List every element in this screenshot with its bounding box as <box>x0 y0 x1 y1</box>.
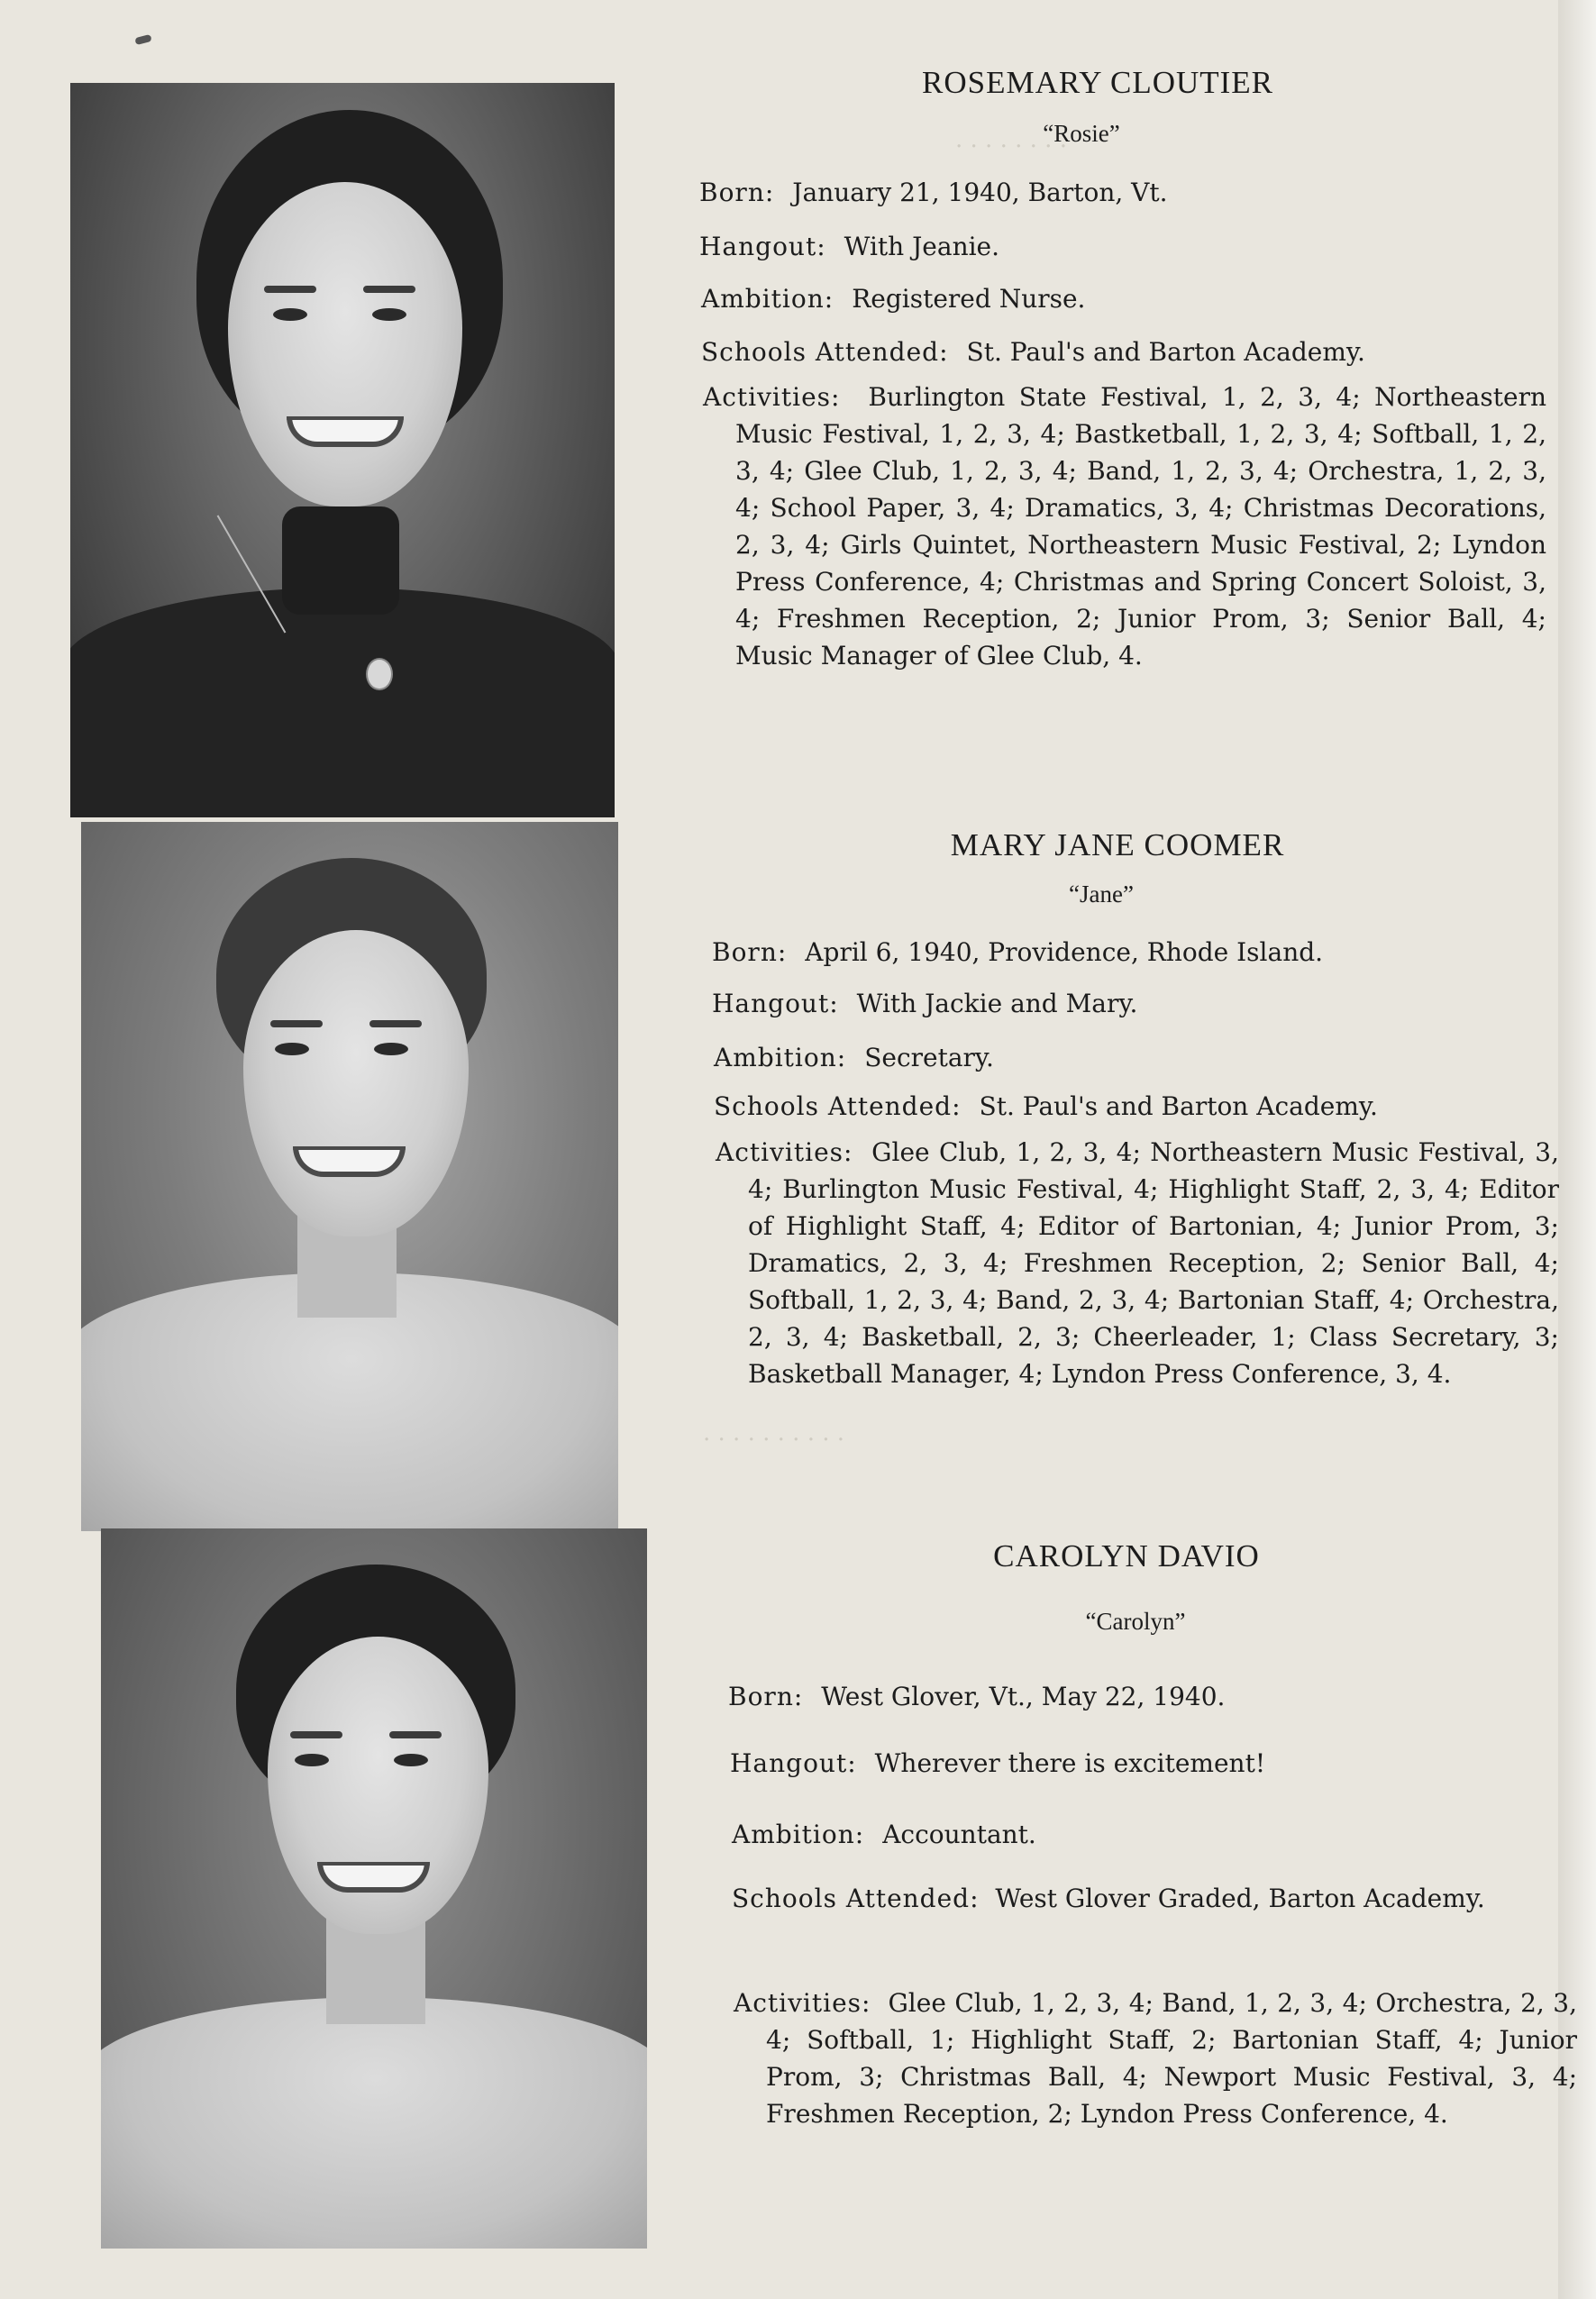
hangout-label: Hangout: <box>730 1748 857 1778</box>
activities-label: Activities: <box>734 1988 871 2018</box>
born-label: Born: <box>712 937 788 967</box>
schools-label: Schools Attended: <box>701 337 949 367</box>
hangout-field <box>712 991 1137 1017</box>
ambition-value: Accountant. <box>882 1820 1036 1849</box>
left-eyebrow <box>270 1020 323 1027</box>
hangout-label: Hangout: <box>712 989 839 1018</box>
born-value: January 21, 1940, Barton, Vt. <box>792 178 1168 207</box>
show-through-text: . . . . . . . . . . <box>703 1419 845 1446</box>
light-sweater <box>101 1997 647 2249</box>
left-eye <box>275 1043 309 1055</box>
schools-value: St. Paul's and Barton Academy. <box>979 1091 1378 1121</box>
ambition-field <box>732 1822 1036 1847</box>
born-label: Born: <box>728 1682 804 1711</box>
schools-field <box>714 1091 1378 1121</box>
show-through-text: . . . . . . . . <box>955 126 1067 153</box>
left-eyebrow <box>264 286 316 293</box>
student-name: MARY JANE COOMER <box>950 827 1285 862</box>
smile <box>287 416 404 447</box>
activities-value: Glee Club, 1, 2, 3, 4; Northeastern Music Festival, 3, 4; Burlington Music Festival, 4; Highlight Staff, 2, 3, 4; Editor of Highlight Staff, 4; Editor of Bartonian, 4; Junior Prom, 3; Dramatics, 2, 3, 4; Freshmen Reception, 2; Senior Ball, 4; Softball, 1, 2, 3, 4; Band, 2, 3, 4; Bartonian Staff, 4; Orchestra, 2, 3, 4; Basketball, 2, 3; Cheerleader, 1; Class Secretary, 3; Basketball Manager, 4; Lyndon Press Conference, 3, 4. <box>748 1137 1559 1389</box>
right-eye <box>372 308 406 321</box>
activities-field <box>716 1134 1559 1392</box>
born-field <box>728 1684 1225 1710</box>
born-field <box>699 180 1168 205</box>
activities-field <box>734 1984 1577 2132</box>
activities-field <box>703 379 1546 674</box>
schools-field <box>732 1877 1575 1920</box>
hangout-value: With Jeanie. <box>844 232 1000 261</box>
born-value: West Glover, Vt., May 22, 1940. <box>821 1682 1226 1711</box>
ambition-label: Ambition: <box>714 1043 847 1072</box>
left-eye <box>273 308 307 321</box>
schools-label: Schools Attended: <box>714 1091 962 1121</box>
smile <box>293 1146 406 1177</box>
schools-value: West Glover Graded, Barton Academy. <box>995 1884 1485 1913</box>
dark-sweater <box>70 588 615 817</box>
hangout-value: With Jackie and Mary. <box>856 989 1138 1018</box>
turtleneck <box>282 506 399 615</box>
hangout-field <box>699 234 999 260</box>
born-value: April 6, 1940, Providence, Rhode Island. <box>805 937 1324 967</box>
hangout-label: Hangout: <box>699 232 826 261</box>
student-nickname: “Carolyn” <box>1085 1608 1186 1635</box>
activities-value: Glee Club, 1, 2, 3, 4; Band, 1, 2, 3, 4; Orchestra, 2, 3, 4; Softball, 1; Highlight Staff, 2; Bartonian Staff, 4; Junior Prom, 3; Christmas Ball, 4; Newport Music Festival, 3, 4; Freshmen Reception, 2; Lyndon Press Conference, 4. <box>766 1988 1577 2129</box>
student-name: ROSEMARY CLOUTIER <box>921 65 1274 100</box>
left-eyebrow <box>290 1731 342 1738</box>
schools-field <box>701 337 1365 367</box>
ambition-value: Registered Nurse. <box>852 284 1086 314</box>
born-field <box>712 937 1324 967</box>
schools-value: St. Paul's and Barton Academy. <box>966 337 1365 367</box>
stray-ink-mark <box>134 34 151 45</box>
ambition-field <box>701 284 1086 314</box>
right-eyebrow <box>389 1731 442 1738</box>
ambition-label: Ambition: <box>701 284 834 314</box>
hangout-field <box>730 1748 1266 1778</box>
hangout-value: Wherever there is excitement! <box>874 1748 1266 1778</box>
pendant <box>366 658 393 690</box>
page-edge <box>1558 0 1596 2299</box>
ambition-value: Secretary. <box>864 1043 994 1072</box>
right-eyebrow <box>363 286 415 293</box>
ambition-label: Ambition: <box>732 1820 865 1849</box>
student-nickname: “Rosie” <box>1043 120 1120 147</box>
face <box>228 182 462 506</box>
right-eye <box>374 1043 408 1055</box>
student-nickname: “Jane” <box>1069 880 1134 908</box>
activities-label: Activities: <box>703 382 841 412</box>
right-eyebrow <box>369 1020 422 1027</box>
schools-label: Schools Attended: <box>732 1884 980 1913</box>
right-eye <box>394 1754 428 1766</box>
portrait-carolyn-davio <box>101 1528 647 2249</box>
portrait-mary-jane-coomer <box>81 822 618 1531</box>
left-eye <box>295 1754 329 1766</box>
portrait-rosemary-cloutier <box>70 83 615 817</box>
face <box>243 930 469 1236</box>
ambition-field <box>714 1045 994 1071</box>
smile <box>317 1862 430 1893</box>
activities-value: Burlington State Festival, 1, 2, 3, 4; Northeastern Music Festival, 1, 2, 3, 4; Bastketball, 1, 2, 3, 4; Softball, 1, 2, 3, 4; Glee Club, 1, 2, 3, 4; Band, 1, 2, 3, 4; Orchestra, 1, 2, 3, 4; School Paper, 3, 4; Dramatics, 3, 4; Christmas Decorations, 2, 3, 4; Girls Quintet, Northeastern Music Festival, 2; Lyndon Press Conference, 4; Christmas and Spring Concert Soloist, 3, 4; Freshmen Reception, 2; Junior Prom, 3; Senior Ball, 4; Music Manager of Glee Club, 4. <box>735 382 1546 671</box>
activities-label: Activities: <box>716 1137 853 1167</box>
student-name: CAROLYN DAVIO <box>993 1538 1260 1574</box>
born-label: Born: <box>699 178 775 207</box>
